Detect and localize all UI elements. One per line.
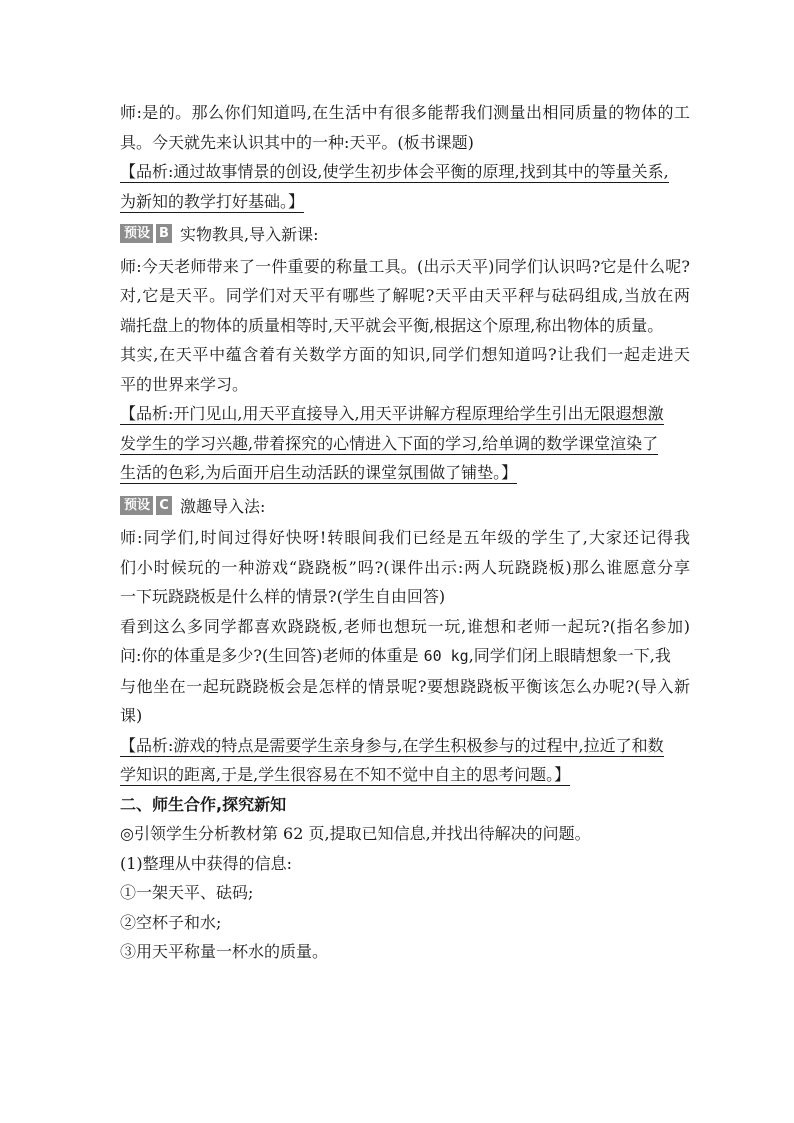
paragraph-seesaw-line5-part2: ,同学们闭上眼睛想象一下,我 <box>468 646 671 665</box>
analysis-note-2-line2: 发学生的学习兴趣,带着探究的心情进入下面的学习,给单调的数学课堂渲染了 <box>120 433 659 453</box>
preset-b-badge-letter: B <box>154 224 172 243</box>
preset-b-badge-text: 预设 <box>120 224 153 243</box>
preset-b-header <box>120 220 690 250</box>
analysis-note-1 <box>120 157 690 216</box>
paragraph-seesaw-line6: 与他坐在一起玩跷跷板会是怎样的情景呢?要想跷跷板平衡该怎么办呢?(导入新 <box>120 676 690 696</box>
paragraph-teacher-intro-line1: 师:是的。那么你们知道吗,在生活中有很多能帮我们测量出相同质量的物体的工 <box>120 103 690 122</box>
paragraph-teacher-intro-line2: 具。今天就先来认识其中的一种:天平。(板书课题) <box>120 132 474 152</box>
section-2-sub1: (1)整理从中获得的信息: <box>120 853 293 873</box>
paragraph-seesaw-line2: 们小时候玩的一种游戏“跷跷板”吗?(课件出示:两人玩跷跷板)那么谁愿意分享 <box>120 557 690 577</box>
info-list-item: ③用天平称量一杯水的质量。 <box>120 942 329 961</box>
paragraph-balance-line2: 对,它是天平。同学们对天平有哪些了解呢?天平由天平秤与砝码组成,当放在两 <box>120 286 690 305</box>
analysis-note-3-line1: 【品析:游戏的特点是需要学生亲身参与,在学生积极参与的过程中,拉近了和数 <box>120 735 664 755</box>
info-list-item: ①一架天平、砝码; <box>120 883 254 902</box>
paragraph-seesaw-line5-part1: 问:你的体重是多少?(生回答)老师的体重是 <box>120 646 419 665</box>
document-body <box>120 98 690 967</box>
preset-c-badge-letter: C <box>154 496 172 515</box>
preset-b-badge <box>120 224 172 243</box>
analysis-note-2 <box>120 399 690 488</box>
analysis-note-2-line3: 生活的色彩,为后面开启生动活跃的课堂氛围做了铺垫。】 <box>120 463 518 482</box>
analysis-note-1-line2: 为新知的教学打好基础。】 <box>120 191 305 211</box>
preset-c-title: 激趣导入法: <box>180 496 266 516</box>
teacher-weight-value: 60 kg <box>423 647 469 665</box>
paragraph-seesaw-line1: 师:同学们,时间过得好快呀!转眼间我们已经是五年级的学生了,大家还记得我 <box>120 528 690 547</box>
paragraph-balance-line3: 端托盘上的物体的质量相等时,天平就会平衡,根据这个原理,称出物体的质量。 <box>120 315 664 335</box>
analysis-note-3 <box>120 731 690 790</box>
analysis-note-2-line1: 【品析:开门见山,用天平直接导入,用天平讲解方程原理给学生引出无限遐想激 <box>120 404 664 423</box>
section-2-intro: ◎引领学生分析教材第 62 页,提取已知信息,并找出待解决的问题。 <box>120 824 591 843</box>
preset-c-badge-text: 预设 <box>120 496 153 515</box>
info-list-item: ②空杯子和水; <box>120 912 222 932</box>
paragraph-seesaw-line5 <box>120 641 690 672</box>
paragraph-balance-line4: 其实,在天平中蕴含着有关数学方面的知识,同学们想知道吗?让我们一起走进天 <box>120 345 690 364</box>
preset-c-header <box>120 492 690 522</box>
paragraph-seesaw-line3: 一下玩跷跷板是什么样的情景?(学生自由回答) <box>120 587 446 606</box>
paragraph-seesaw-line7: 课) <box>120 706 143 725</box>
preset-b-title: 实物教具,导入新课: <box>180 225 319 244</box>
section-heading-2: 二、师生合作,探究新知 <box>120 794 287 814</box>
analysis-note-1-line1: 【品析:通过故事情景的创设,使学生初步体会平衡的原理,找到其中的等量关系, <box>120 162 669 181</box>
paragraph-balance-line1: 师:今天老师带来了一件重要的称量工具。(出示天平)同学们认识吗?它是什么呢? <box>120 256 690 276</box>
paragraph-seesaw-line4: 看到这么多同学都喜欢跷跷板,老师也想玩一玩,谁想和老师一起玩?(指名参加) <box>120 616 690 636</box>
preset-c-badge <box>120 496 172 515</box>
paragraph-balance-line5: 平的世界来学习。 <box>120 374 249 394</box>
analysis-note-3-line2: 学知识的距离,于是,学生很容易在不知不觉中自主的思考问题。】 <box>120 765 571 784</box>
